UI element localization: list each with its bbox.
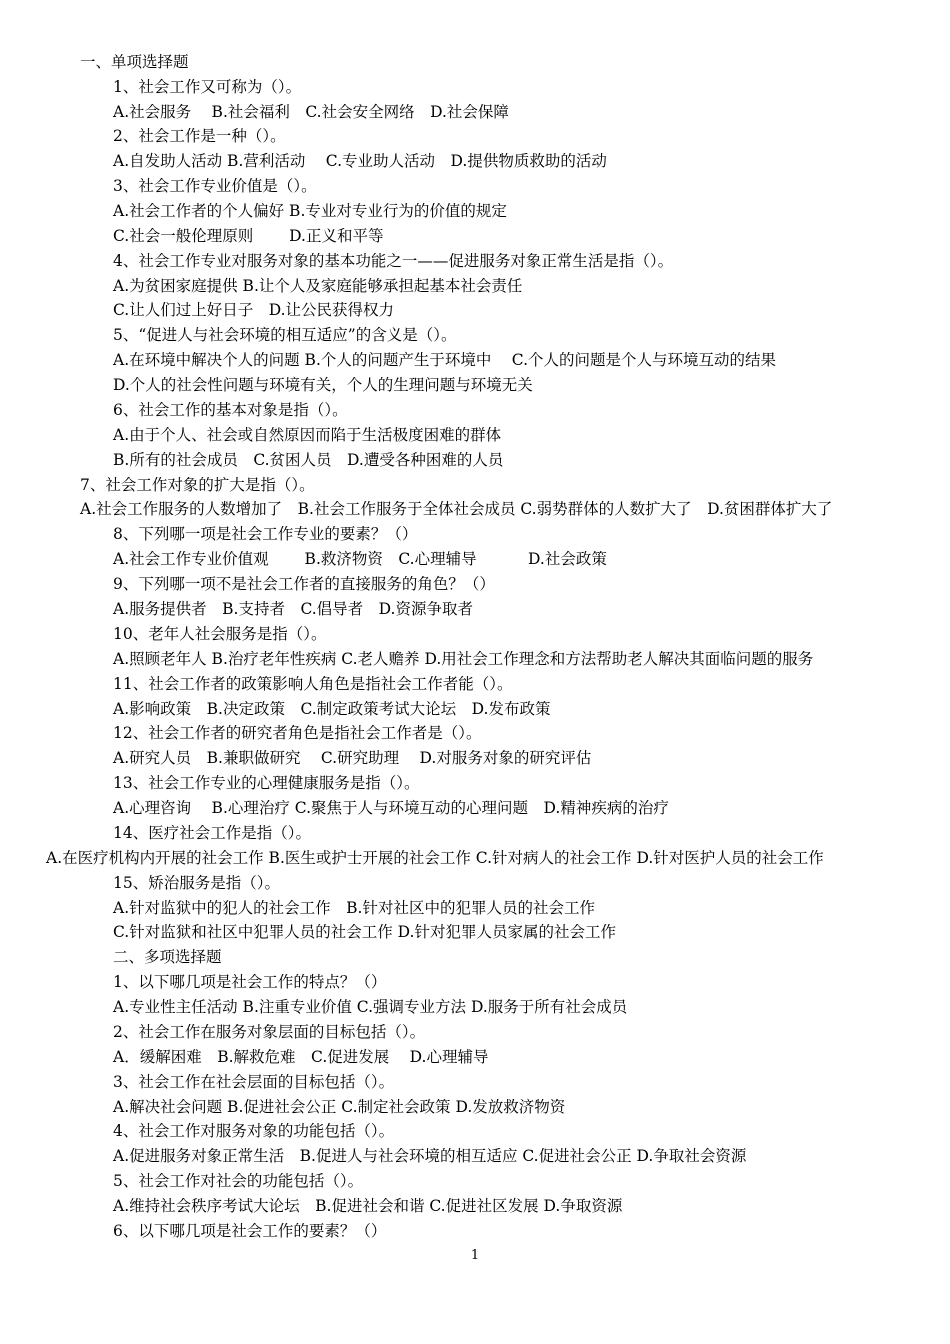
multi-options-3: A.解决社会问题 B.促进社会公正 C.制定社会政策 D.发放救济物资 [113, 1098, 566, 1116]
question-6: 6、社会工作的基本对象是指（）。 [113, 401, 348, 419]
multi-question-4: 4、社会工作对服务对象的功能包括（）。 [113, 1122, 395, 1140]
multi-options-2: A．缓解困难 B.解救危难 C.促进发展 D.心理辅导 [113, 1048, 489, 1066]
question-12: 12、社会工作者的研究者角色是指社会工作者是（）。 [113, 724, 482, 742]
question-5: 5、“促进人与社会环境的相互适应”的含义是（）。 [113, 326, 457, 344]
multi-options-1: A.专业性主任活动 B.注重专业价值 C.强调专业方法 D.服务于所有社会成员 [113, 998, 628, 1016]
options-15a: A.针对监狱中的犯人的社会工作 B.针对社区中的犯罪人员的社会工作 [113, 899, 595, 917]
multi-options-5: A.维持社会秩序考试大论坛 B.促进社会和谐 C.促进社区发展 D.争取资源 [113, 1197, 623, 1215]
options-11: A.影响政策 B.决定政策 C.制定政策考试大论坛 D.发布政策 [113, 700, 551, 718]
page-number: 1 [470, 1248, 480, 1263]
question-11: 11、社会工作者的政策影响人角色是指社会工作者能（）。 [113, 675, 513, 693]
options-3a: A.社会工作者的个人偏好 B.专业对专业行为的价值的规定 [113, 202, 507, 220]
options-15b: C.针对监狱和社区中犯罪人员的社会工作 D.针对犯罪人员家属的社会工作 [113, 923, 616, 941]
question-2: 2、社会工作是一种（）。 [113, 127, 286, 145]
options-3b: C.社会一般伦理原则 D.正义和平等 [113, 227, 384, 245]
multi-question-2: 2、社会工作在服务对象层面的目标包括（）。 [113, 1023, 426, 1041]
section-heading-single-choice: 一、单项选择题 [80, 53, 189, 71]
question-10: 10、老年人社会服务是指（）。 [113, 625, 327, 643]
question-14: 14、医疗社会工作是指（）。 [113, 824, 311, 842]
options-1: A.社会服务 B.社会福利 C.社会安全网络 D.社会保障 [113, 103, 509, 121]
question-7: 7、社会工作对象的扩大是指（）。 [80, 476, 315, 494]
question-3: 3、社会工作专业价值是（）。 [113, 177, 317, 195]
options-5b: D.个人的社会性问题与环境有关，个人的生理问题与环境无关 [113, 376, 533, 394]
options-2: A.自发助人活动 B.营利活动 C.专业助人活动 D.提供物质救助的活动 [113, 152, 607, 170]
multi-options-4: A.促进服务对象正常生活 B.促进人与社会环境的相互适应 C.促进社会公正 D.争取社会资源 [113, 1147, 747, 1165]
question-13: 13、社会工作专业的心理健康服务是指（）。 [113, 774, 420, 792]
question-8: 8、下列哪一项是社会工作专业的要素？（） [113, 525, 418, 543]
options-4a: A.为贫困家庭提供 B.让个人及家庭能够承担起基本社会责任 [113, 277, 523, 295]
options-8: A.社会工作专业价值观 B.救济物资 C.心理辅导 D.社会政策 [113, 550, 607, 568]
options-6a: A.由于个人、社会或自然原因而陷于生活极度困难的群体 [113, 426, 502, 444]
multi-question-6: 6、以下哪几项是社会工作的要素？（） [113, 1222, 387, 1240]
options-6b: B.所有的社会成员 C.贫困人员 D.遭受各种困难的人员 [113, 451, 504, 469]
question-1: 1、社会工作又可称为（）。 [113, 78, 302, 96]
options-12: A.研究人员 B.兼职做研究 C.研究助理 D.对服务对象的研究评估 [113, 749, 592, 767]
options-5a: A.在环境中解决个人的问题 B.个人的问题产生于环境中 C.个人的问题是个人与环境互动的结果 [113, 351, 777, 369]
options-13: A.心理咨询 B.心理治疗 C.聚焦于人与环境互动的心理问题 D.精神疾病的治疗 [113, 799, 669, 817]
options-7: A.社会工作服务的人数增加了 B.社会工作服务于全体社会成员 C.弱势群体的人数扩大了 D.贫困群体扩大了 [80, 500, 833, 518]
options-9: A.服务提供者 B.支持者 C.倡导者 D.资源争取者 [113, 600, 473, 618]
section-heading-multiple-choice: 二、多项选择题 [113, 948, 222, 966]
options-10: A.照顾老年人 B.治疗老年性疾病 C.老人赡养 D.用社会工作理念和方法帮助老人解决其面临问题的服务 [113, 650, 814, 668]
multi-question-1: 1、以下哪几项是社会工作的特点？（） [113, 973, 387, 991]
question-9: 9、下列哪一项不是社会工作者的直接服务的角色？（） [113, 575, 495, 593]
multi-question-3: 3、社会工作在社会层面的目标包括（）。 [113, 1073, 395, 1091]
multi-question-5: 5、社会工作对社会的功能包括（）。 [113, 1172, 364, 1190]
question-4: 4、社会工作专业对服务对象的基本功能之一——促进服务对象正常生活是指（）。 [113, 252, 674, 270]
question-15: 15、矫治服务是指（）。 [113, 874, 280, 892]
options-14: A.在医疗机构内开展的社会工作 B.医生或护士开展的社会工作 C.针对病人的社会工作 D.针对医护人员的社会工作 [46, 849, 824, 867]
options-4b: C.让人们过上好日子 D.让公民获得权力 [113, 301, 395, 319]
